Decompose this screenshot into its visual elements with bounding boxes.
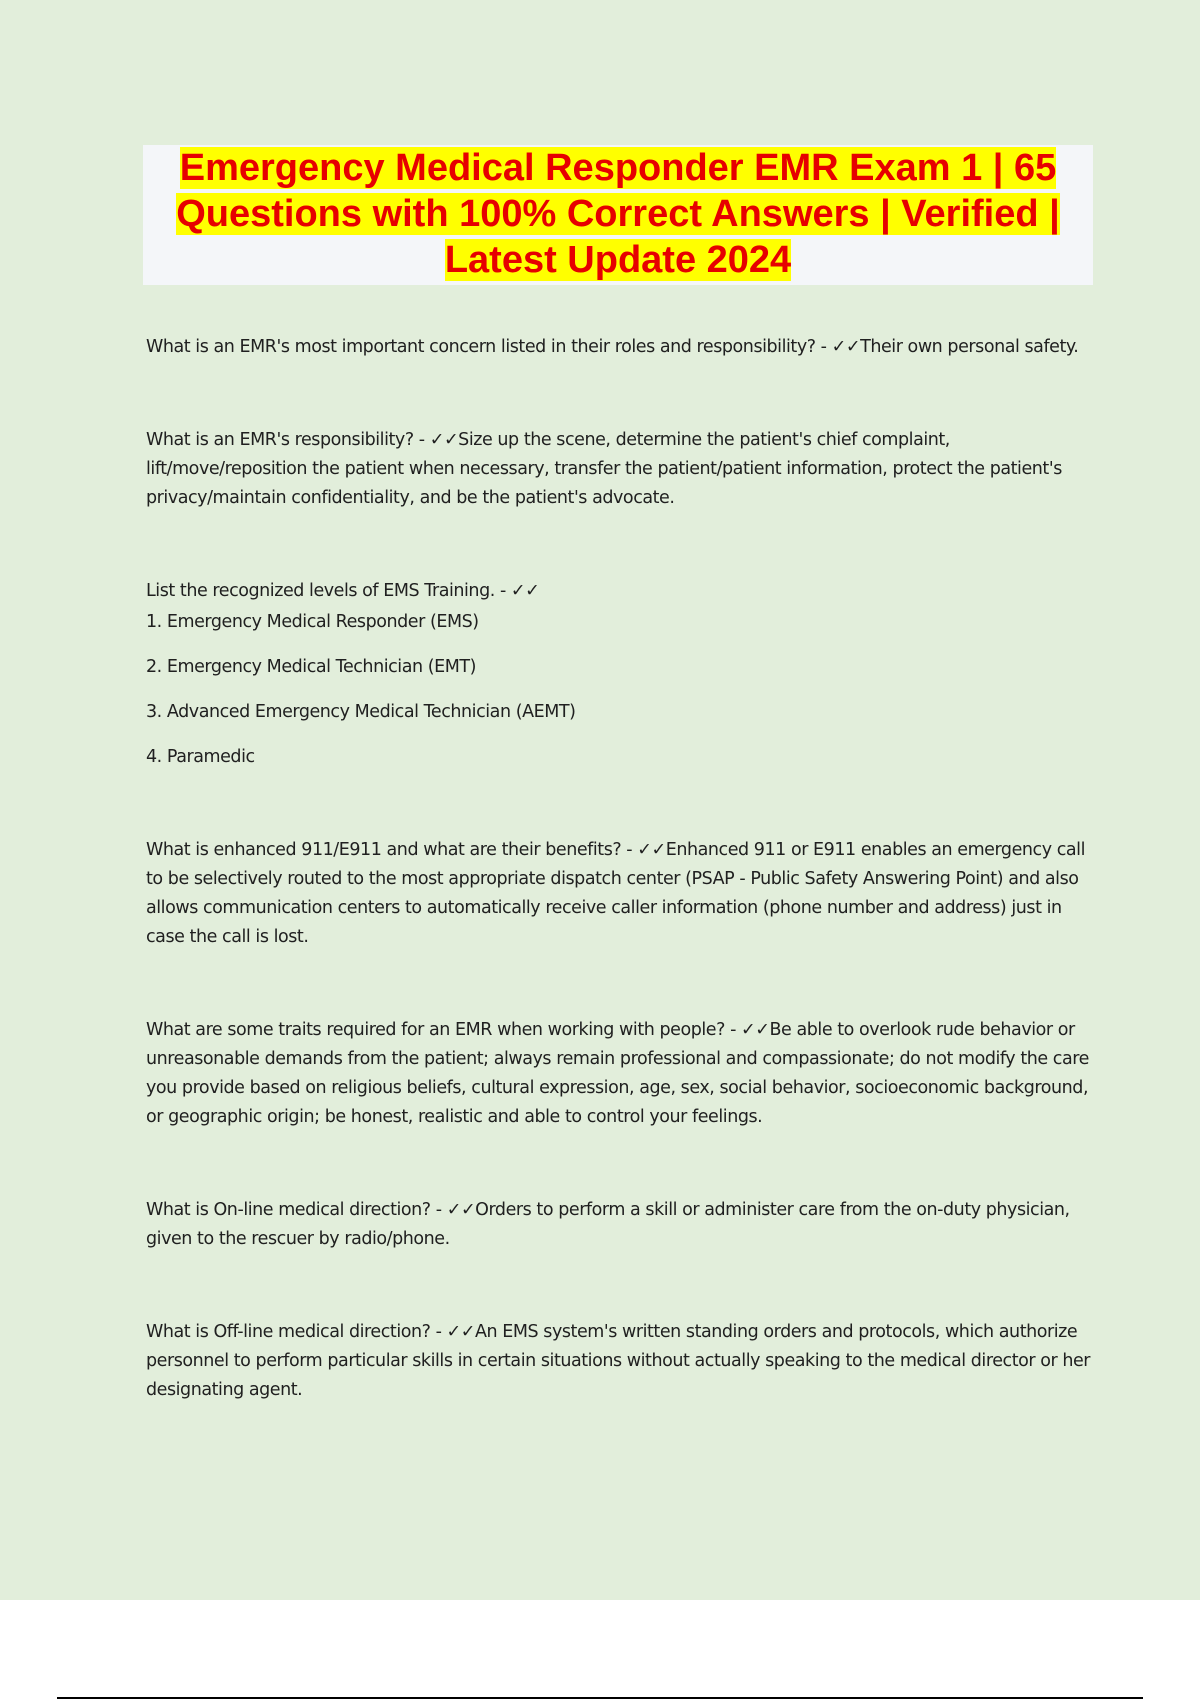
answer-text: An EMS system's written standing orders and protocols, which authorize personnel to perform particular skills in certain situations without actually speaking to the medical director or her designating agent. [146,1322,1091,1400]
question-text: List the recognized levels of EMS Training. - ✓✓ [146,581,540,601]
qa-item [146,1016,1101,1132]
qa-item [146,577,1101,772]
qa-item [146,426,1101,513]
question-text: What is an EMR's most important concern listed in their roles and responsibility? - ✓✓ [146,337,861,357]
list-item: 3. Advanced Emergency Medical Technician (AEMT) [146,702,576,722]
answer-text: Enhanced 911 or E911 enables an emergency call to be selectively routed to the most appropriate dispatch center (PSAP - Public Safety Answering Point) and also allows communication centers to automatically receive caller information (phone number and address) just in case the call is lost. [146,840,1086,947]
answer-text: Be able to overlook rude behavior or unreasonable demands from the patient; always remain professional and compassionate; do not modify the care you provide based on religious beliefs, cultural expression, age, sex, social behavior, socioeconomic background, or geographic origin; be honest, realistic and able to control your feelings. [146,1020,1089,1127]
training-levels-list [146,608,1101,772]
footer-divider [57,1697,1143,1699]
question-text: What is On-line medical direction? - ✓✓ [146,1200,476,1220]
answer-text: Size up the scene, determine the patient's chief complaint, lift/move/reposition the patient when necessary, transfer the patient/patient information, protect the patient's privacy/maintain confidentiality, and be the patient's advocate. [146,430,1062,508]
answer-text: Their own personal safety. [860,337,1079,357]
qa-list [146,333,1101,1405]
question-text: What are some traits required for an EMR when working with people? - ✓✓ [146,1020,770,1040]
qa-item [146,1318,1101,1405]
title-highlight: Emergency Medical Responder EMR Exam 1 | 65 Questions with 100% Correct Answers | Verified | Latest Update 2024 [176,147,1060,281]
list-item: 1. Emergency Medical Responder (EMS) [146,612,479,632]
qa-item [146,333,1101,362]
qa-item [146,1196,1101,1254]
qa-item [146,836,1101,952]
document-title [143,145,1093,283]
title-box [143,145,1093,285]
list-item: 4. Paramedic [146,747,255,767]
question-text: What is enhanced 911/E911 and what are their benefits? - ✓✓ [146,840,666,860]
list-item: 2. Emergency Medical Technician (EMT) [146,657,476,677]
question-text: What is Off-line medical direction? - ✓✓ [146,1322,475,1342]
answer-text: Orders to perform a skill or administer care from the on-duty physician, given to the rescuer by radio/phone. [146,1200,1070,1249]
question-text: What is an EMR's responsibility? - ✓✓ [146,430,459,450]
